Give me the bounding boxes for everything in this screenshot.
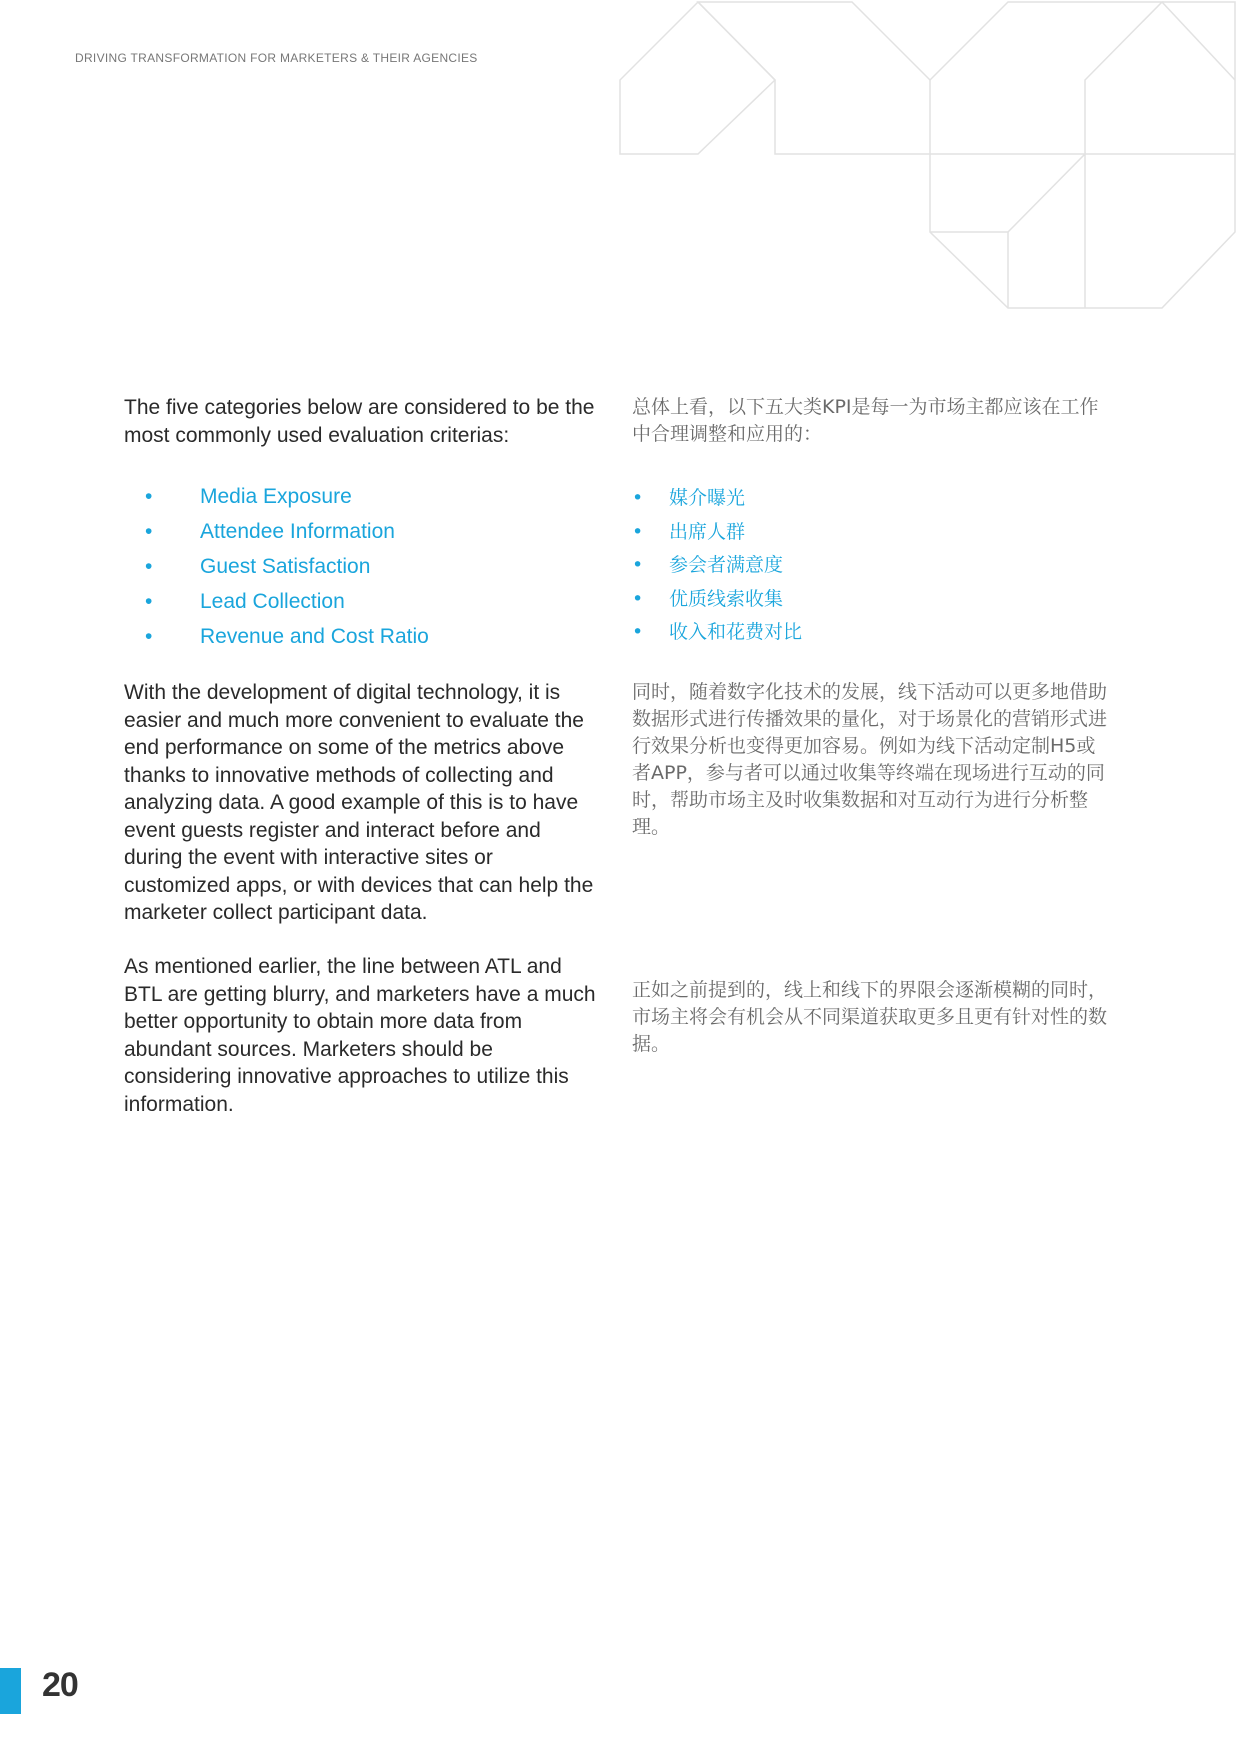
english-paragraph-2: As mentioned earlier, the line between ATL and BTL are getting blurry, and marketers have a much better opportunity to obtain more data from abundant sources. Marketers should be considering innovative approaches to utilize this information. <box>124 955 596 1116</box>
list-item: • 参会者满意度 <box>632 554 784 576</box>
deco-shape <box>930 2 1162 154</box>
deco-shape <box>930 154 1235 308</box>
decorative-geometric-pattern <box>615 0 1240 310</box>
list-item: • Revenue and Cost Ratio <box>145 625 429 648</box>
list-item: • Guest Satisfaction <box>145 555 371 578</box>
chinese-kpi-list <box>632 482 1072 650</box>
page-number: 20 <box>42 1666 78 1704</box>
chinese-paragraph-1: 同时，随着数字化技术的发展，线下活动可以更多地借助数据形式进行传播效果的量化，对于场景化的营销形式进行效果分析也变得更加容易。例如为线下活动定制H5或者APP，参与者可以通过收集等终端在现场进行互动的同时，帮助市场主及时收集数据和对互动行为进行分析整理。 <box>632 681 1108 838</box>
list-item: • Lead Collection <box>145 590 345 613</box>
english-column <box>124 394 604 1116</box>
deco-shape <box>1162 2 1235 80</box>
list-item: • Media Exposure <box>145 485 352 508</box>
page-number-accent-bar <box>0 1668 21 1714</box>
deco-shape <box>620 2 775 154</box>
english-intro: The five categories below are considered to be the most commonly used evaluation criterias: <box>124 396 595 447</box>
deco-shape <box>1008 154 1085 308</box>
english-paragraph-1: With the development of digital technology, it is easier and much more convenient to evaluate the end performance on some of the metrics above thanks to innovative methods of collecting and analyzing data. A good example of this is to have event guests register and interact before and during the event with interactive sites or customized apps, or with devices that can help the marketer collect participant data. <box>124 681 594 924</box>
chinese-column <box>632 394 1112 1055</box>
deco-shape <box>775 80 930 154</box>
list-item: • 优质线索收集 <box>632 587 784 610</box>
list-item: • 媒介曝光 <box>632 487 746 509</box>
deco-shape <box>1085 2 1235 154</box>
chinese-intro: 总体上看，以下五大类KPI是每一为市场主都应该在工作中合理调整和应用的： <box>632 396 1099 445</box>
running-header: DRIVING TRANSFORMATION FOR MARKETERS & THEIR AGENCIES <box>75 51 478 65</box>
deco-shape <box>698 2 930 80</box>
list-item: • 出席人群 <box>632 520 746 543</box>
english-kpi-list <box>145 479 585 654</box>
chinese-paragraph-2: 正如之前提到的，线上和线下的界限会逐渐模糊的同时，市场主将会有机会从不同渠道获取更多且更有针对性的数据。 <box>632 979 1108 1055</box>
list-item: • 收入和花费对比 <box>632 621 803 643</box>
list-item: • Attendee Information <box>145 520 395 543</box>
